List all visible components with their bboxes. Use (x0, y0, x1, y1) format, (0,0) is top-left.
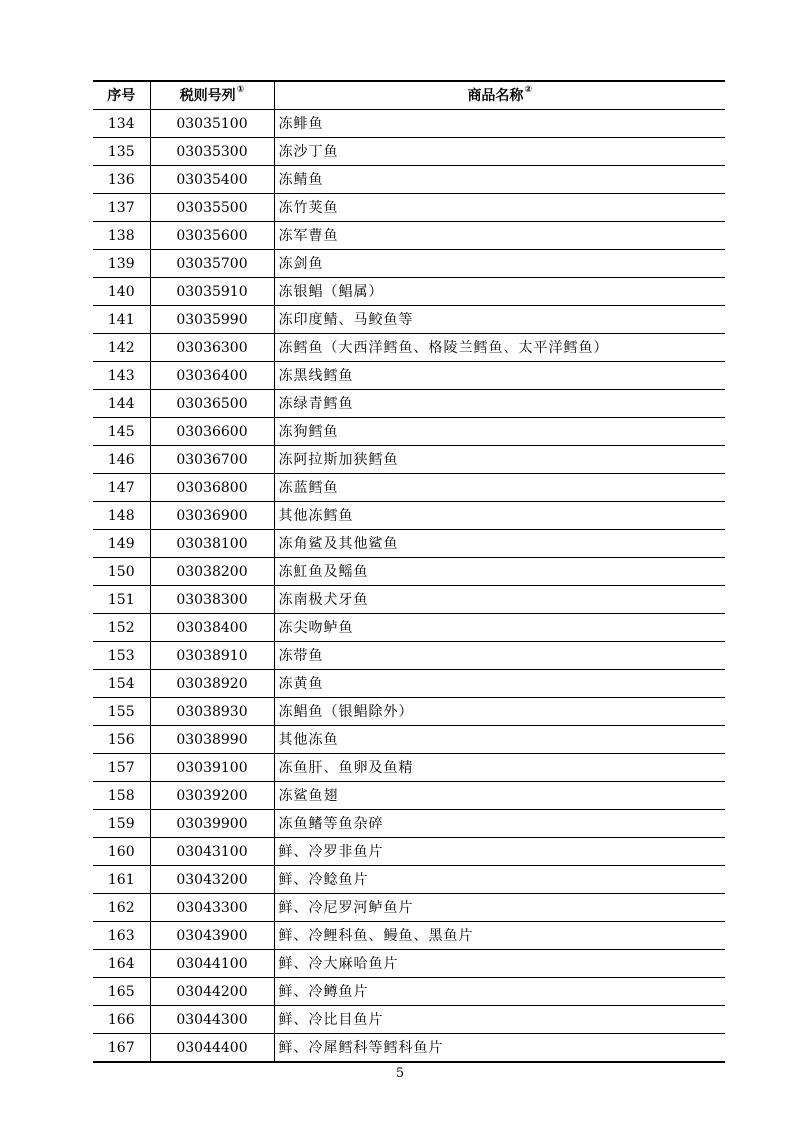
row-product-name: 鲜、冷鳟鱼片 (274, 978, 725, 1006)
table-row (93, 222, 725, 250)
row-seq: 153 (93, 642, 150, 670)
header-code: 税则号列① (150, 81, 274, 110)
row-tariff-code: 03044100 (150, 950, 274, 978)
row-tariff-code: 03038910 (150, 642, 274, 670)
row-tariff-code: 03035990 (150, 306, 274, 334)
footnote-mark-1: ① (236, 84, 245, 95)
row-tariff-code: 03044200 (150, 978, 274, 1006)
row-seq: 140 (93, 278, 150, 306)
table-row (93, 446, 725, 474)
row-tariff-code: 03036900 (150, 502, 274, 530)
row-seq: 151 (93, 586, 150, 614)
row-tariff-code: 03038400 (150, 614, 274, 642)
row-product-name: 冻鲭鱼 (274, 166, 725, 194)
footnote-mark-2: ② (524, 84, 533, 95)
row-tariff-code: 03044400 (150, 1034, 274, 1063)
table-row (93, 362, 725, 390)
table-row (93, 782, 725, 810)
row-product-name: 冻鱼肝、鱼卵及鱼精 (274, 754, 725, 782)
row-product-name: 冻角鲨及其他鲨鱼 (274, 530, 725, 558)
row-tariff-code: 03044300 (150, 1006, 274, 1034)
row-tariff-code: 03043300 (150, 894, 274, 922)
table-header (93, 81, 725, 110)
row-seq: 160 (93, 838, 150, 866)
row-product-name: 其他冻鱼 (274, 726, 725, 754)
row-seq: 166 (93, 1006, 150, 1034)
row-product-name: 冻狗鳕鱼 (274, 418, 725, 446)
row-seq: 157 (93, 754, 150, 782)
row-tariff-code: 03035300 (150, 138, 274, 166)
table-row (93, 838, 725, 866)
tariff-table (93, 80, 725, 1063)
row-seq: 152 (93, 614, 150, 642)
row-product-name: 冻蓝鳕鱼 (274, 474, 725, 502)
table-row (93, 418, 725, 446)
table-row (93, 614, 725, 642)
row-seq: 135 (93, 138, 150, 166)
row-seq: 154 (93, 670, 150, 698)
row-product-name: 鲜、冷鲤科鱼、鳗鱼、黑鱼片 (274, 922, 725, 950)
row-product-name: 冻沙丁鱼 (274, 138, 725, 166)
header-name: 商品名称② (274, 81, 725, 110)
row-tariff-code: 03035400 (150, 166, 274, 194)
row-seq: 137 (93, 194, 150, 222)
row-tariff-code: 03035910 (150, 278, 274, 306)
row-product-name: 冻鱼鳍等鱼杂碎 (274, 810, 725, 838)
row-product-name: 鲜、冷鲶鱼片 (274, 866, 725, 894)
table-row (93, 978, 725, 1006)
row-product-name: 鲜、冷犀鳕科等鳕科鱼片 (274, 1034, 725, 1063)
row-product-name: 冻南极犬牙鱼 (274, 586, 725, 614)
row-tariff-code: 03038100 (150, 530, 274, 558)
row-product-name: 冻银鲳（鲳属） (274, 278, 725, 306)
row-tariff-code: 03036800 (150, 474, 274, 502)
row-seq: 167 (93, 1034, 150, 1063)
row-seq: 148 (93, 502, 150, 530)
row-tariff-code: 03036600 (150, 418, 274, 446)
row-product-name: 冻剑鱼 (274, 250, 725, 278)
row-seq: 136 (93, 166, 150, 194)
row-seq: 138 (93, 222, 150, 250)
row-product-name: 鲜、冷尼罗河鲈鱼片 (274, 894, 725, 922)
row-seq: 150 (93, 558, 150, 586)
row-seq: 139 (93, 250, 150, 278)
table-row (93, 894, 725, 922)
row-tariff-code: 03035700 (150, 250, 274, 278)
row-tariff-code: 03043900 (150, 922, 274, 950)
table-row (93, 334, 725, 362)
table-row (93, 194, 725, 222)
table-row (93, 474, 725, 502)
row-product-name: 冻绿青鳕鱼 (274, 390, 725, 418)
row-seq: 158 (93, 782, 150, 810)
row-seq: 142 (93, 334, 150, 362)
row-seq: 144 (93, 390, 150, 418)
row-seq: 165 (93, 978, 150, 1006)
table-row (93, 642, 725, 670)
row-tariff-code: 03035100 (150, 110, 274, 138)
table-row (93, 306, 725, 334)
row-seq: 149 (93, 530, 150, 558)
row-seq: 146 (93, 446, 150, 474)
row-tariff-code: 03038930 (150, 698, 274, 726)
row-seq: 156 (93, 726, 150, 754)
row-product-name: 冻黄鱼 (274, 670, 725, 698)
table-row (93, 1006, 725, 1034)
row-tariff-code: 03039100 (150, 754, 274, 782)
row-seq: 163 (93, 922, 150, 950)
page-number: 5 (395, 1066, 405, 1081)
row-product-name: 冻带鱼 (274, 642, 725, 670)
row-tariff-code: 03038200 (150, 558, 274, 586)
row-seq: 134 (93, 110, 150, 138)
table-row (93, 250, 725, 278)
table-row (93, 138, 725, 166)
row-tariff-code: 03038990 (150, 726, 274, 754)
row-tariff-code: 03036400 (150, 362, 274, 390)
table-row (93, 670, 725, 698)
row-tariff-code: 03039200 (150, 782, 274, 810)
header-row (93, 81, 725, 110)
row-product-name: 其他冻鳕鱼 (274, 502, 725, 530)
row-seq: 145 (93, 418, 150, 446)
row-product-name: 冻黑线鳕鱼 (274, 362, 725, 390)
table-row (93, 558, 725, 586)
row-tariff-code: 03043200 (150, 866, 274, 894)
row-tariff-code: 03035600 (150, 222, 274, 250)
table-row (93, 698, 725, 726)
row-tariff-code: 03038920 (150, 670, 274, 698)
row-seq: 147 (93, 474, 150, 502)
table-row (93, 754, 725, 782)
table-body (93, 110, 725, 1063)
row-product-name: 冻印度鲭、马鲛鱼等 (274, 306, 725, 334)
table-row (93, 502, 725, 530)
row-product-name: 鲜、冷比目鱼片 (274, 1006, 725, 1034)
header-seq: 序号 (93, 81, 150, 110)
table-row (93, 166, 725, 194)
row-tariff-code: 03039900 (150, 810, 274, 838)
row-product-name: 冻鲳鱼（银鲳除外） (274, 698, 725, 726)
row-product-name: 冻鲱鱼 (274, 110, 725, 138)
table-row (93, 110, 725, 138)
table-row (93, 390, 725, 418)
table-row (93, 726, 725, 754)
row-product-name: 冻阿拉斯加狭鳕鱼 (274, 446, 725, 474)
row-product-name: 冻鲨鱼翅 (274, 782, 725, 810)
row-tariff-code: 03035500 (150, 194, 274, 222)
row-tariff-code: 03038300 (150, 586, 274, 614)
table-row (93, 1034, 725, 1063)
table-row (93, 586, 725, 614)
row-product-name: 冻军曹鱼 (274, 222, 725, 250)
table-row (93, 278, 725, 306)
row-seq: 143 (93, 362, 150, 390)
row-product-name: 冻尖吻鲈鱼 (274, 614, 725, 642)
row-product-name: 冻魟鱼及鳐鱼 (274, 558, 725, 586)
row-seq: 162 (93, 894, 150, 922)
row-product-name: 鲜、冷大麻哈鱼片 (274, 950, 725, 978)
table-row (93, 810, 725, 838)
row-seq: 161 (93, 866, 150, 894)
row-product-name: 冻鳕鱼（大西洋鳕鱼、格陵兰鳕鱼、太平洋鳕鱼） (274, 334, 725, 362)
table-row (93, 530, 725, 558)
row-tariff-code: 03043100 (150, 838, 274, 866)
table-row (93, 950, 725, 978)
row-seq: 155 (93, 698, 150, 726)
row-seq: 141 (93, 306, 150, 334)
row-product-name: 冻竹荚鱼 (274, 194, 725, 222)
row-seq: 159 (93, 810, 150, 838)
row-tariff-code: 03036700 (150, 446, 274, 474)
row-product-name: 鲜、冷罗非鱼片 (274, 838, 725, 866)
row-tariff-code: 03036300 (150, 334, 274, 362)
row-tariff-code: 03036500 (150, 390, 274, 418)
table-row (93, 922, 725, 950)
row-seq: 164 (93, 950, 150, 978)
table-row (93, 866, 725, 894)
